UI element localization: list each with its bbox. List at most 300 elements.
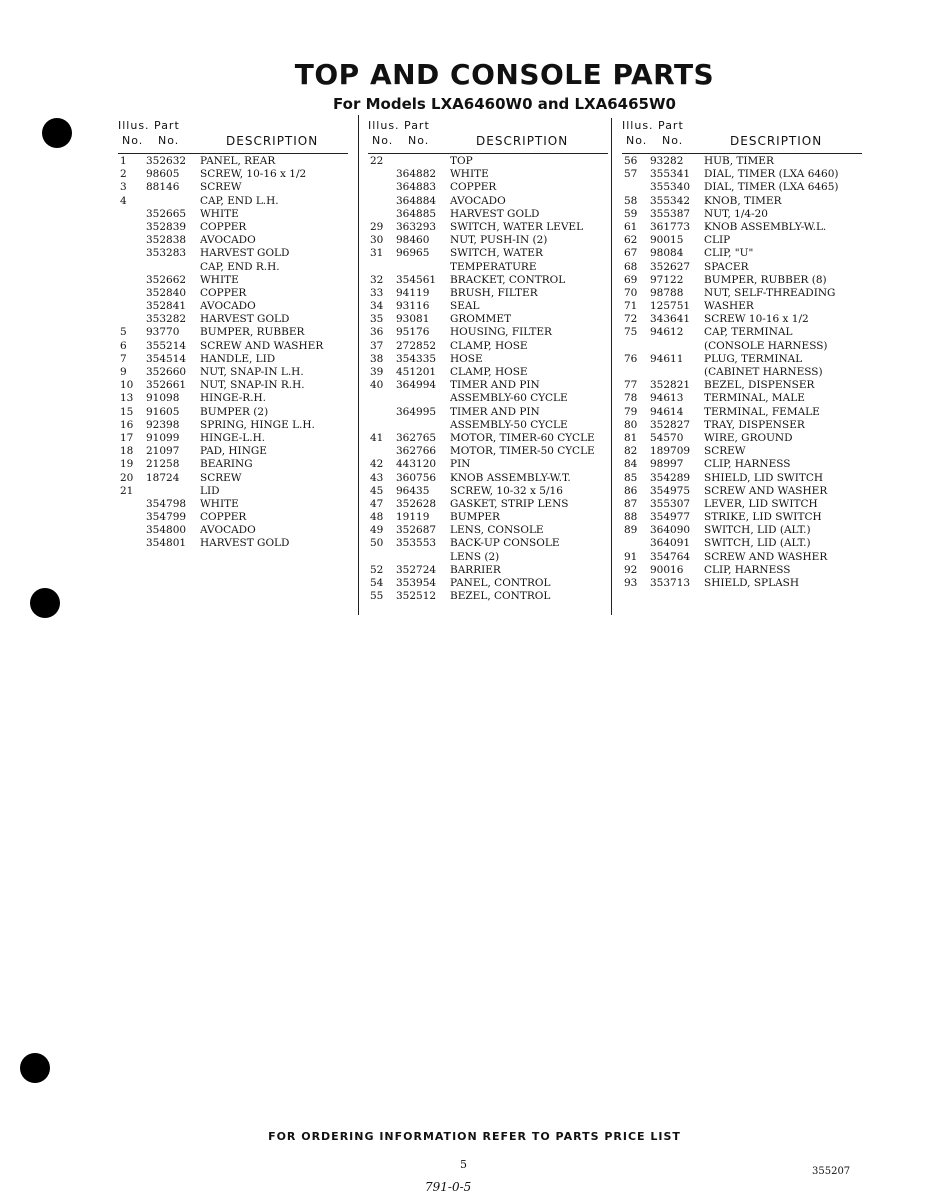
illus-number: 80 xyxy=(624,418,638,431)
part-number: 272852 xyxy=(396,339,437,352)
part-number: 352660 xyxy=(146,366,187,378)
parts-row xyxy=(118,353,348,366)
part-number: 352821 xyxy=(650,379,691,392)
parts-row xyxy=(368,524,608,537)
parts-row xyxy=(622,551,862,564)
illus-number: 16 xyxy=(120,418,134,431)
parts-row xyxy=(118,287,348,300)
illus-part-label: Illus. Part xyxy=(622,119,684,132)
part-number: 95176 xyxy=(396,326,430,339)
part-number: 352827 xyxy=(650,418,691,431)
part-number: 362766 xyxy=(396,445,437,458)
parts-row xyxy=(368,234,608,247)
parts-row xyxy=(118,379,348,392)
part-description: (CONSOLE HARNESS) xyxy=(704,339,828,352)
part-number: 353553 xyxy=(396,537,437,550)
part-number: 354798 xyxy=(146,497,187,510)
part-description: LENS (2) xyxy=(450,550,500,563)
parts-row xyxy=(118,326,348,339)
parts-row xyxy=(622,564,862,577)
part-number: 93116 xyxy=(396,300,430,313)
illus-number: 42 xyxy=(370,458,384,471)
illus-number: 81 xyxy=(624,431,638,444)
illus-number: 55 xyxy=(370,590,384,603)
illus-number: 61 xyxy=(624,220,638,233)
parts-row xyxy=(622,274,862,287)
parts-row xyxy=(622,353,862,366)
part-description: SCREW AND WASHER xyxy=(704,484,828,497)
illus-number: 72 xyxy=(624,313,638,326)
part-description: HOSE xyxy=(450,352,483,365)
part-description: BEZEL, DISPENSER xyxy=(704,379,815,392)
part-description: NUT, PUSH-IN (2) xyxy=(450,234,548,247)
page-title: TOP AND CONSOLE PARTS xyxy=(294,58,715,91)
part-number: 94611 xyxy=(650,352,684,365)
part-description: BUMPER, RUBBER (8) xyxy=(704,273,827,286)
part-description: HOUSING, FILTER xyxy=(450,326,552,339)
parts-row xyxy=(368,313,608,326)
part-description: AVOCADO xyxy=(450,194,506,207)
part-number: 363293 xyxy=(396,220,437,233)
part-number: 353954 xyxy=(396,577,437,589)
illus-number: 45 xyxy=(370,484,384,497)
part-number: 364091 xyxy=(650,537,691,550)
part-number: 352841 xyxy=(146,300,187,313)
part-number: 94613 xyxy=(650,392,684,405)
part-description: SHIELD, SPLASH xyxy=(704,577,800,589)
part-description: AVOCADO xyxy=(200,524,256,537)
part-description: BUMPER, RUBBER xyxy=(200,326,305,339)
illus-number: 35 xyxy=(370,313,384,326)
illus-number: 13 xyxy=(120,392,134,405)
header-rule xyxy=(118,153,348,154)
part-description: CAP, END R.H. xyxy=(200,260,280,273)
part-number: 91099 xyxy=(146,431,180,444)
part-number: 362765 xyxy=(396,431,437,444)
part-description: BUMPER xyxy=(450,511,500,524)
part-description: BARRIER xyxy=(450,563,501,576)
illus-no-label: No. xyxy=(122,134,144,147)
part-number: 125751 xyxy=(650,300,691,313)
part-number: 94612 xyxy=(650,326,684,339)
illus-number: 91 xyxy=(624,550,638,563)
part-description: TERMINAL, MALE xyxy=(704,392,805,405)
parts-row xyxy=(622,168,862,181)
handwritten-mark: 791-0-5 xyxy=(425,1180,472,1194)
parts-row xyxy=(368,432,608,445)
page-number: 5 xyxy=(460,1158,467,1171)
part-description: SEAL xyxy=(450,300,480,313)
illus-number: 38 xyxy=(370,352,384,365)
parts-row xyxy=(368,537,608,550)
illus-number: 87 xyxy=(624,497,638,510)
parts-row xyxy=(368,168,608,181)
parts-row xyxy=(622,524,862,537)
part-description: CLAMP, HOSE xyxy=(450,339,528,352)
part-number: 92398 xyxy=(146,418,180,431)
parts-row xyxy=(118,472,348,485)
illus-number: 88 xyxy=(624,511,638,524)
hole-punch-bottom xyxy=(20,1053,50,1083)
part-description: KNOB ASSEMBLY-W.T. xyxy=(450,471,571,484)
parts-row xyxy=(368,366,608,379)
illus-number: 93 xyxy=(624,577,638,589)
part-description: COPPER xyxy=(200,286,247,299)
part-description: SCREW AND WASHER xyxy=(200,339,324,352)
parts-row xyxy=(368,498,608,511)
illus-number: 4 xyxy=(120,194,127,207)
part-number: 364995 xyxy=(396,405,437,418)
illus-number: 59 xyxy=(624,207,638,220)
part-number: 354799 xyxy=(146,511,187,524)
part-description: COPPER xyxy=(450,181,497,194)
parts-row xyxy=(368,445,608,458)
parts-row xyxy=(622,208,862,221)
part-number: 354561 xyxy=(396,273,437,286)
parts-row xyxy=(118,458,348,471)
parts-row xyxy=(118,168,348,181)
part-number: 91098 xyxy=(146,392,180,405)
parts-row xyxy=(368,181,608,194)
part-description: BEZEL, CONTROL xyxy=(450,590,551,603)
part-description: SCREW AND WASHER xyxy=(704,550,828,563)
parts-row xyxy=(622,287,862,300)
part-number: 355387 xyxy=(650,207,691,220)
part-description: PANEL, CONTROL xyxy=(450,577,551,589)
part-number: 352839 xyxy=(146,220,187,233)
part-number: 353282 xyxy=(146,313,187,326)
parts-column-3 xyxy=(622,115,862,590)
illus-number: 3 xyxy=(120,181,127,194)
parts-row xyxy=(368,511,608,524)
part-description: SCREW, 10-32 x 5/16 xyxy=(450,484,563,497)
illus-number: 77 xyxy=(624,379,638,392)
parts-row xyxy=(368,458,608,471)
parts-row xyxy=(622,181,862,194)
illus-number: 29 xyxy=(370,220,384,233)
part-description: LENS, CONSOLE xyxy=(450,524,544,537)
parts-row xyxy=(368,590,608,603)
parts-row xyxy=(622,234,862,247)
part-number: 352627 xyxy=(650,260,691,273)
part-description: CLIP, "U" xyxy=(704,247,754,260)
part-number: 90016 xyxy=(650,563,684,576)
part-number: 353713 xyxy=(650,577,691,589)
part-description: LEVER, LID SWITCH xyxy=(704,497,818,510)
illus-number: 22 xyxy=(370,155,384,167)
part-number: 98084 xyxy=(650,247,684,260)
parts-list xyxy=(118,155,348,551)
part-description: SHIELD, LID SWITCH xyxy=(704,471,824,484)
part-number: 354975 xyxy=(650,484,691,497)
parts-row xyxy=(622,326,862,339)
part-description: TERMINAL, FEMALE xyxy=(704,405,820,418)
description-label: DESCRIPTION xyxy=(476,134,569,148)
illus-number: 62 xyxy=(624,234,638,247)
parts-row xyxy=(368,564,608,577)
parts-row xyxy=(622,472,862,485)
parts-row xyxy=(118,155,348,168)
parts-row xyxy=(368,485,608,498)
illus-number: 89 xyxy=(624,524,638,537)
illus-number: 43 xyxy=(370,471,384,484)
part-description: WASHER xyxy=(704,300,754,313)
parts-row xyxy=(622,432,862,445)
part-number: 88146 xyxy=(146,181,180,194)
parts-row xyxy=(118,313,348,326)
parts-list xyxy=(368,155,608,603)
parts-row xyxy=(368,300,608,313)
illus-number: 71 xyxy=(624,300,638,313)
illus-number: 31 xyxy=(370,247,384,260)
part-number: 354977 xyxy=(650,511,691,524)
parts-row xyxy=(118,419,348,432)
part-description: SWITCH, LID (ALT.) xyxy=(704,537,811,550)
illus-part-label: Illus. Part xyxy=(118,119,180,132)
hole-punch-middle xyxy=(30,588,60,618)
illus-number: 34 xyxy=(370,300,384,313)
part-number: 354764 xyxy=(650,550,691,563)
illus-number: 33 xyxy=(370,286,384,299)
illus-number: 76 xyxy=(624,352,638,365)
part-number: 354800 xyxy=(146,524,187,537)
header-rule xyxy=(622,153,862,154)
parts-row xyxy=(622,458,862,471)
parts-row xyxy=(118,511,348,524)
parts-row xyxy=(622,392,862,405)
part-description: AVOCADO xyxy=(200,234,256,247)
parts-row xyxy=(622,366,862,379)
part-number: 94119 xyxy=(396,286,430,299)
header-rule xyxy=(368,153,608,154)
illus-number: 21 xyxy=(120,484,134,497)
part-description: MOTOR, TIMER-60 CYCLE xyxy=(450,431,595,444)
part-description: BRUSH, FILTER xyxy=(450,286,538,299)
illus-number: 1 xyxy=(120,155,127,167)
part-number: 354514 xyxy=(146,352,187,365)
part-number: 355341 xyxy=(650,168,691,181)
parts-row xyxy=(368,155,608,168)
part-number: 21258 xyxy=(146,458,180,471)
parts-row xyxy=(118,498,348,511)
parts-row xyxy=(368,326,608,339)
part-number: 353283 xyxy=(146,247,187,260)
part-number: 98997 xyxy=(650,458,684,471)
part-description: HUB, TIMER xyxy=(704,155,774,167)
part-description: CLAMP, HOSE xyxy=(450,366,528,378)
part-number: 54570 xyxy=(650,431,684,444)
part-description: SCREW xyxy=(200,471,242,484)
parts-row xyxy=(118,181,348,194)
column-header xyxy=(622,115,862,155)
document-number: 355207 xyxy=(812,1166,851,1177)
part-number: 354335 xyxy=(396,352,437,365)
illus-number: 36 xyxy=(370,326,384,339)
part-number: 352512 xyxy=(396,590,437,603)
part-number: 96435 xyxy=(396,484,430,497)
part-description: TEMPERATURE xyxy=(450,260,537,273)
illus-number: 20 xyxy=(120,471,134,484)
part-number: 355342 xyxy=(650,194,691,207)
part-description: NUT, SNAP-IN L.H. xyxy=(200,366,304,378)
part-description: TIMER AND PIN xyxy=(450,379,540,392)
part-number: 352840 xyxy=(146,286,187,299)
part-number: 352632 xyxy=(146,155,187,167)
parts-list xyxy=(622,155,862,590)
part-description: DIAL, TIMER (LXA 6460) xyxy=(704,168,839,181)
parts-row xyxy=(118,485,348,498)
parts-row xyxy=(118,234,348,247)
part-number: 355307 xyxy=(650,497,691,510)
parts-row xyxy=(622,419,862,432)
part-description: MOTOR, TIMER-50 CYCLE xyxy=(450,445,595,458)
illus-number: 47 xyxy=(370,497,384,510)
parts-row xyxy=(368,261,608,274)
illus-number: 84 xyxy=(624,458,638,471)
part-description: AVOCADO xyxy=(200,300,256,313)
part-description: PLUG, TERMINAL xyxy=(704,352,803,365)
part-number: 354289 xyxy=(650,471,691,484)
part-description: SWITCH, WATER xyxy=(450,247,543,260)
parts-row xyxy=(118,392,348,405)
illus-number: 32 xyxy=(370,273,384,286)
illus-number: 56 xyxy=(624,155,638,167)
part-number: 21097 xyxy=(146,445,180,458)
part-number: 97122 xyxy=(650,273,684,286)
part-description: SPACER xyxy=(704,260,749,273)
parts-row xyxy=(622,498,862,511)
part-number: 364994 xyxy=(396,379,437,392)
part-number: 355214 xyxy=(146,339,187,352)
part-description: GROMMET xyxy=(450,313,512,326)
parts-row xyxy=(368,287,608,300)
part-description: ASSEMBLY-50 CYCLE xyxy=(450,418,568,431)
illus-number: 86 xyxy=(624,484,638,497)
illus-number: 37 xyxy=(370,339,384,352)
part-number: 19119 xyxy=(396,511,430,524)
part-description: HINGE-L.H. xyxy=(200,431,266,444)
column-header xyxy=(368,115,608,155)
part-description: GASKET, STRIP LENS xyxy=(450,497,569,510)
parts-row xyxy=(622,155,862,168)
parts-row xyxy=(368,247,608,260)
parts-row xyxy=(368,379,608,392)
part-description: HINGE-R.H. xyxy=(200,392,267,405)
illus-number: 40 xyxy=(370,379,384,392)
part-number: 93081 xyxy=(396,313,430,326)
part-description: WHITE xyxy=(200,207,239,220)
illus-number: 30 xyxy=(370,234,384,247)
part-description: HARVEST GOLD xyxy=(450,207,540,220)
illus-number: 7 xyxy=(120,352,127,365)
part-description: HARVEST GOLD xyxy=(200,537,290,550)
part-description: SCREW xyxy=(200,181,242,194)
parts-row xyxy=(118,261,348,274)
parts-row xyxy=(118,340,348,353)
part-number: 364090 xyxy=(650,524,691,537)
parts-row xyxy=(368,406,608,419)
illus-number: 57 xyxy=(624,168,638,181)
parts-row xyxy=(368,195,608,208)
parts-row xyxy=(622,537,862,550)
illus-number: 68 xyxy=(624,260,638,273)
part-description: HANDLE, LID xyxy=(200,352,276,365)
part-number: 352662 xyxy=(146,273,187,286)
illus-number: 15 xyxy=(120,405,134,418)
illus-number: 85 xyxy=(624,471,638,484)
part-description: PAD, HINGE xyxy=(200,445,267,458)
part-number: 364884 xyxy=(396,194,437,207)
illus-number: 49 xyxy=(370,524,384,537)
part-number: 352724 xyxy=(396,563,437,576)
parts-row xyxy=(118,300,348,313)
part-description: COPPER xyxy=(200,220,247,233)
parts-row xyxy=(622,379,862,392)
parts-row xyxy=(622,195,862,208)
part-number: 98460 xyxy=(396,234,430,247)
part-description: CLIP xyxy=(704,234,731,247)
page-subtitle: For Models LXA6460W0 and LXA6465W0 xyxy=(333,95,676,113)
parts-row xyxy=(622,313,862,326)
illus-number: 39 xyxy=(370,366,384,378)
part-description: PIN xyxy=(450,458,471,471)
part-description: HARVEST GOLD xyxy=(200,313,290,326)
parts-row xyxy=(118,221,348,234)
parts-row xyxy=(622,247,862,260)
illus-number: 69 xyxy=(624,273,638,286)
parts-row xyxy=(118,274,348,287)
part-number: 364882 xyxy=(396,168,437,181)
part-description: WIRE, GROUND xyxy=(704,431,793,444)
part-description: CLIP, HARNESS xyxy=(704,458,791,471)
parts-row xyxy=(622,445,862,458)
parts-row xyxy=(368,353,608,366)
illus-number: 75 xyxy=(624,326,638,339)
part-description: NUT, SNAP-IN R.H. xyxy=(200,379,305,392)
part-number: 364883 xyxy=(396,181,437,194)
part-number: 364885 xyxy=(396,207,437,220)
part-description: WHITE xyxy=(200,273,239,286)
illus-number: 92 xyxy=(624,563,638,576)
parts-row xyxy=(118,432,348,445)
parts-column-2 xyxy=(368,115,608,603)
part-description: ASSEMBLY-60 CYCLE xyxy=(450,392,568,405)
illus-number: 17 xyxy=(120,431,134,444)
ordering-note: FOR ORDERING INFORMATION REFER TO PARTS PRICE LIST xyxy=(268,1130,681,1143)
part-number: 360756 xyxy=(396,471,437,484)
illus-no-label: No. xyxy=(626,134,648,147)
part-description: STRIKE, LID SWITCH xyxy=(704,511,822,524)
part-number: 443120 xyxy=(396,458,437,471)
part-number: 98788 xyxy=(650,286,684,299)
illus-number: 10 xyxy=(120,379,134,392)
part-description: HARVEST GOLD xyxy=(200,247,290,260)
illus-number: 5 xyxy=(120,326,127,339)
illus-number: 19 xyxy=(120,458,134,471)
part-description: SPRING, HINGE L.H. xyxy=(200,418,315,431)
illus-number: 70 xyxy=(624,286,638,299)
illus-no-label: No. xyxy=(372,134,394,147)
part-description: TOP xyxy=(450,155,473,167)
part-number: 352628 xyxy=(396,497,437,510)
part-no-label: No. xyxy=(408,134,430,147)
column-divider xyxy=(358,115,359,615)
part-description: LID xyxy=(200,484,220,497)
parts-row xyxy=(622,577,862,590)
illus-number: 67 xyxy=(624,247,638,260)
part-number: 352838 xyxy=(146,234,187,247)
illus-number: 54 xyxy=(370,577,384,589)
